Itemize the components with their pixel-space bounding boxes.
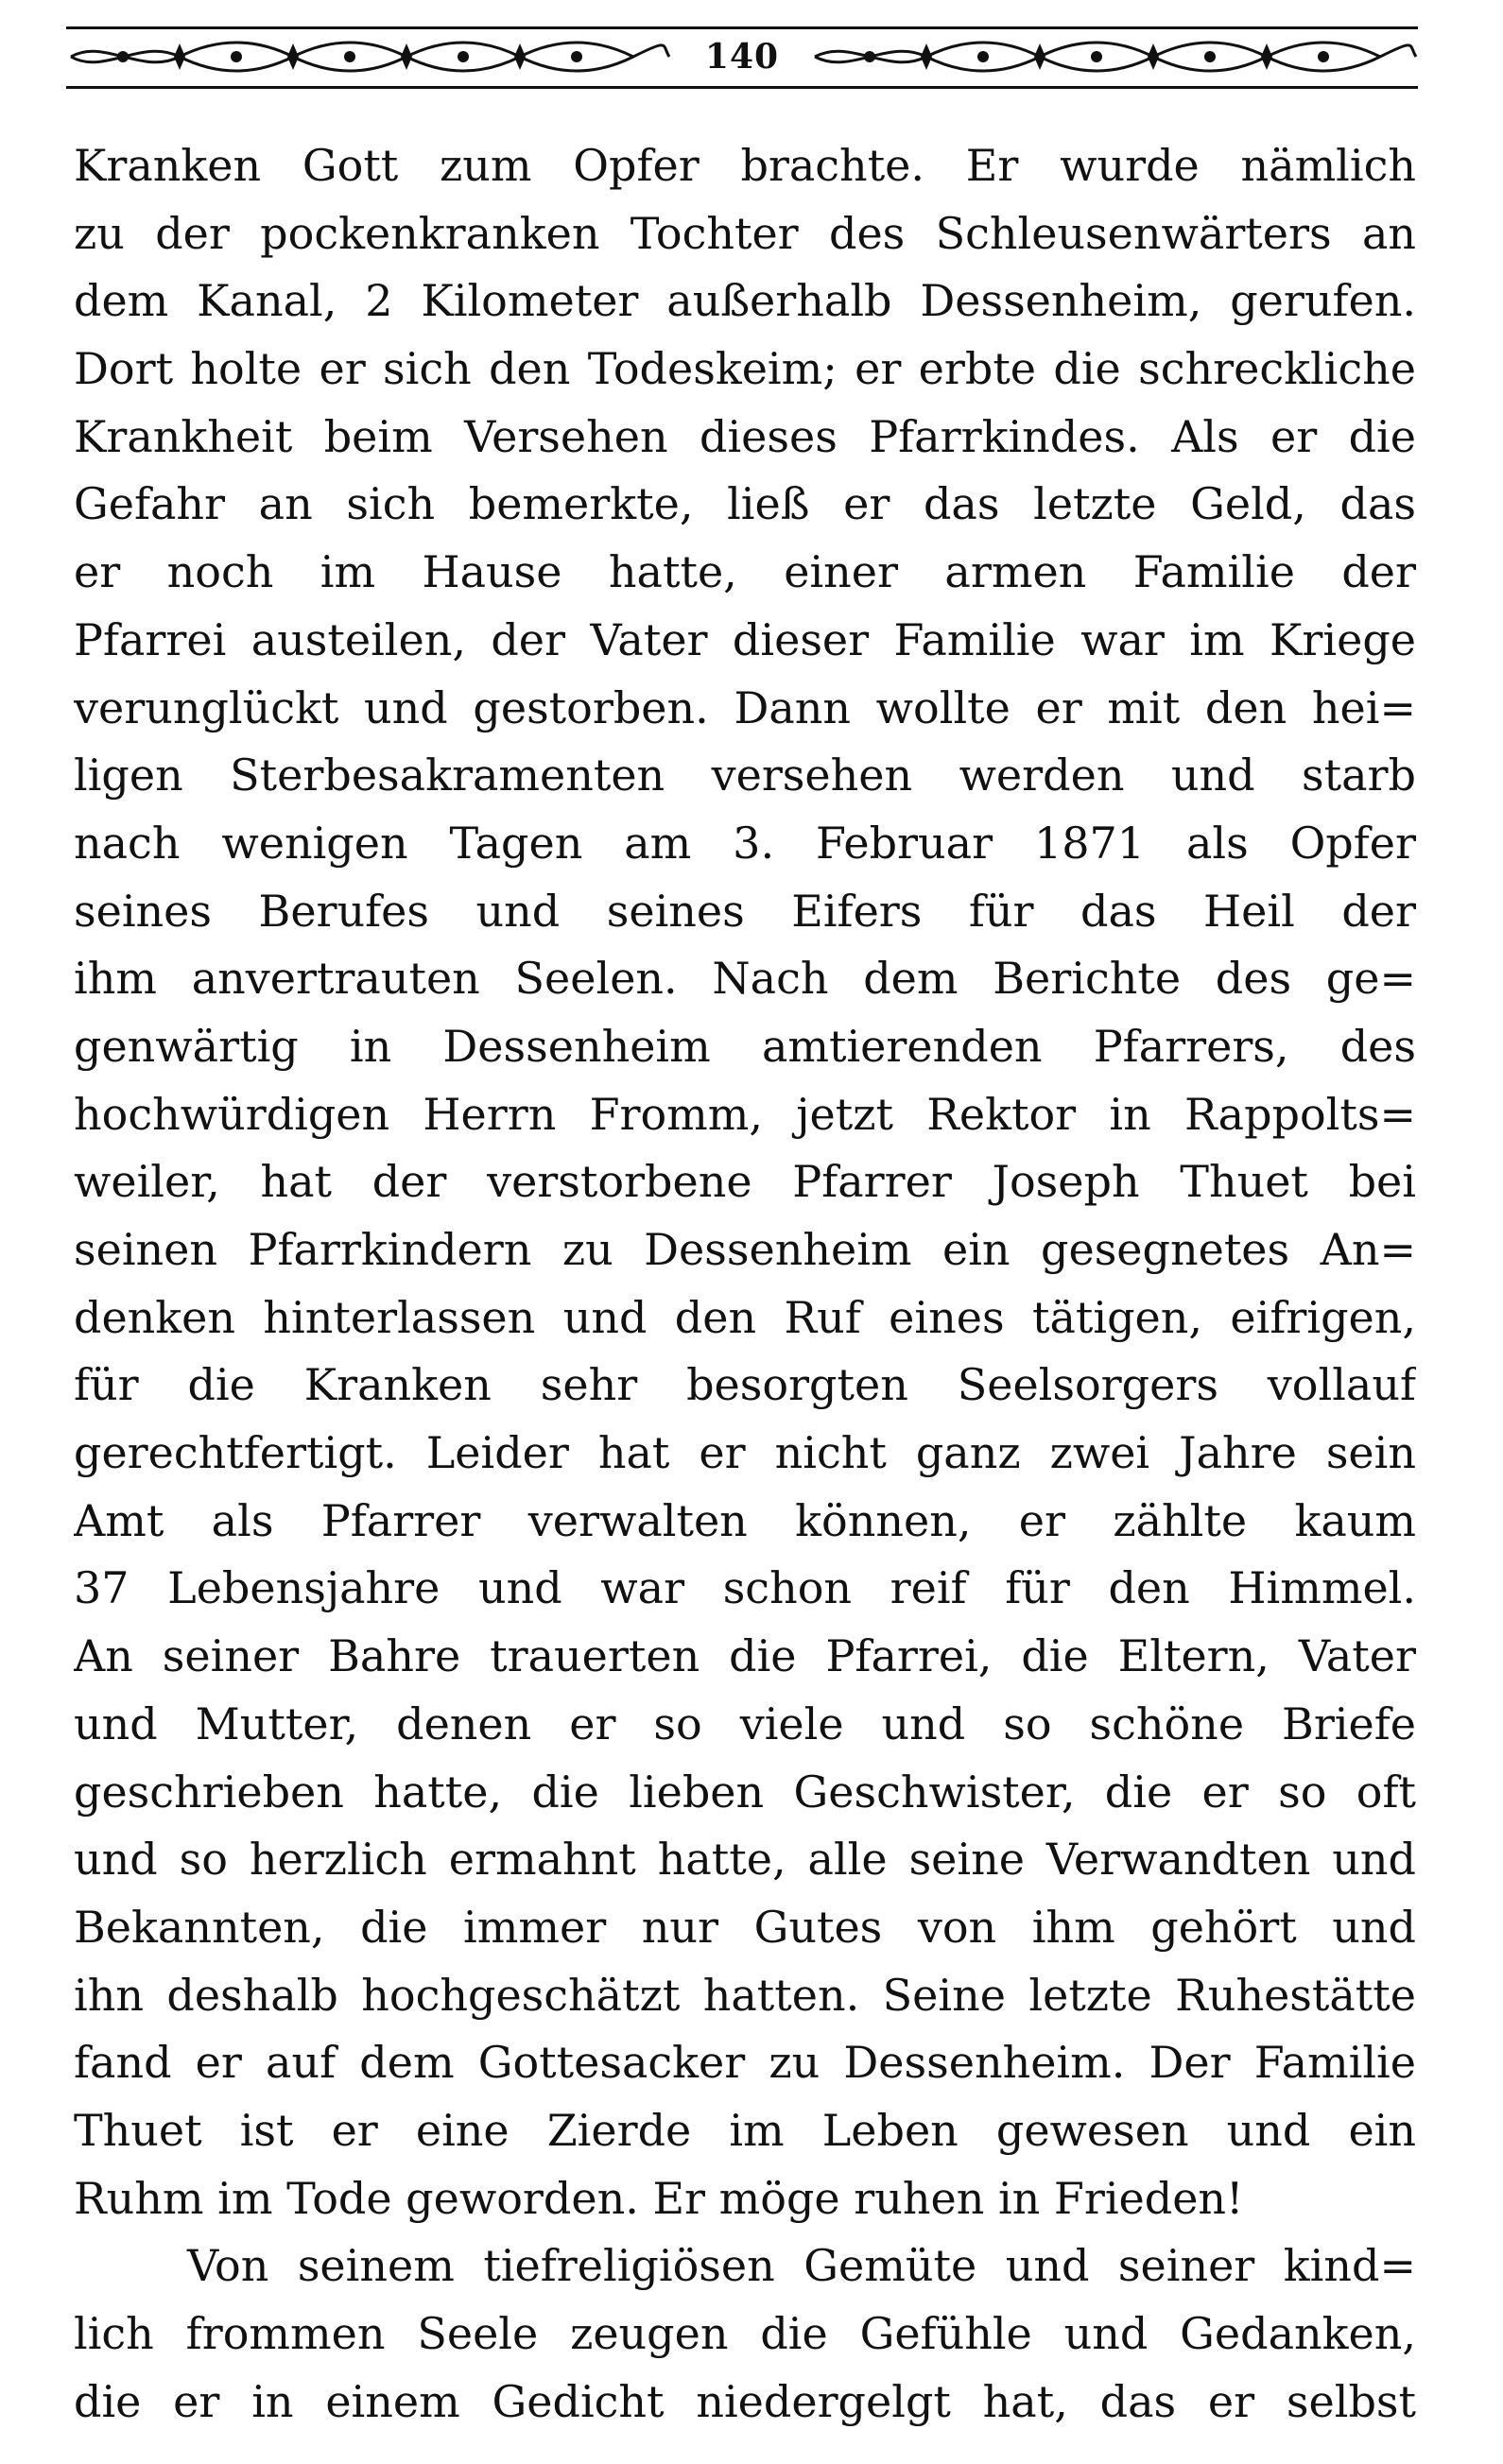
text-line: Von seinem tiefreligiösen Gemüte und seiner kind= [187, 2240, 1416, 2292]
text-line: An seiner Bahre trauerten die Pfarrei, die Eltern, Vater [74, 1630, 1416, 1682]
header-top-rule [66, 26, 1418, 29]
text-line: Bekannten, die immer nur Gutes von ihm gehört und [74, 1901, 1416, 1953]
text-line: ihn deshalb hochgeschätzt hatten. Seine letzte Ruhestätte [74, 1969, 1416, 2021]
text-line: Pfarrei austeilen, der Vater dieser Familie war im Kriege [74, 613, 1416, 665]
text-line: für die Kranken sehr besorgten Seelsorgers vollauf [74, 1359, 1416, 1411]
text-line: ihm anvertrauten Seelen. Nach dem Berichte des ge= [74, 953, 1416, 1005]
text-line: fand er auf dem Gottesacker zu Dessenheim. Der Familie [74, 2037, 1416, 2089]
text-line: hochwürdigen Herrn Fromm, jetzt Rektor in Rappolts= [74, 1088, 1416, 1140]
text-line: seines Berufes und seines Eifers für das Heil der [74, 885, 1416, 937]
text-line: verunglückt und gestorben. Dann wollte er mit den hei= [74, 681, 1416, 733]
text-line: geschrieben hatte, die lieben Geschwister, die er so oft [74, 1766, 1416, 1818]
text-line: die er in einem Gedicht niedergelgt hat, das er selbst [74, 2375, 1416, 2427]
text-line: und so herzlich ermahnt hatte, alle seine Verwandten und [74, 1834, 1416, 1886]
text-line: denken hinterlassen und den Ruf eines tätigen, eifrigen, [74, 1291, 1416, 1343]
text-line: er noch im Hause hatte, einer armen Familie der [74, 546, 1416, 598]
text-line: 37 Lebensjahre und war schon reif für den Himmel. [74, 1562, 1416, 1614]
text-line: lich frommen Seele zeugen die Gefühle und Gedanken, [74, 2308, 1416, 2359]
text-line: Ruhm im Tode geworden. Er möge ruhen in Frieden! [74, 2172, 1244, 2224]
text-line: zu der pockenkranken Tochter des Schleusenwärters an [74, 207, 1416, 259]
body-text [74, 132, 1416, 2436]
text-line: dem Kanal, 2 Kilometer außerhalb Dessenheim, gerufen. [74, 275, 1416, 327]
text-line: genwärtig in Dessenheim amtierenden Pfarrers, des [74, 1020, 1416, 1072]
floral-ornament-left-icon [66, 36, 671, 78]
text-line: und Mutter, denen er so viele und so schöne Briefe [74, 1697, 1416, 1749]
text-line: Gefahr an sich bemerkte, ließ er das letzte Geld, das [74, 478, 1416, 530]
page-header [66, 26, 1418, 89]
text-line: gerechtfertigt. Leider hat er nicht ganz zwei Jahre sein [74, 1427, 1416, 1479]
text-line: Thuet ist er eine Zierde im Leben gewesen und ein [74, 2104, 1416, 2156]
page-number: 140 [704, 37, 780, 77]
text-line: Krankheit beim Versehen dieses Pfarrkindes. Als er die [74, 410, 1416, 462]
header-bottom-rule [66, 86, 1418, 89]
text-line: Dort holte er sich den Todeskeim; er erbte die schreckliche [74, 343, 1416, 395]
floral-ornament-right-icon [813, 36, 1418, 78]
text-line: Kranken Gott zum Opfer brachte. Er wurde nämlich [74, 140, 1416, 191]
text-line: Amt als Pfarrer verwalten können, er zählte kaum [74, 1494, 1416, 1546]
text-line: weiler, hat der verstorbene Pfarrer Joseph Thuet bei [74, 1156, 1416, 1208]
text-line: nach wenigen Tagen am 3. Februar 1871 als Opfer [74, 817, 1416, 869]
text-line: ligen Sterbesakramenten versehen werden und starb [74, 750, 1416, 801]
text-line: seinen Pfarrkindern zu Dessenheim ein gesegnetes An= [74, 1224, 1416, 1275]
